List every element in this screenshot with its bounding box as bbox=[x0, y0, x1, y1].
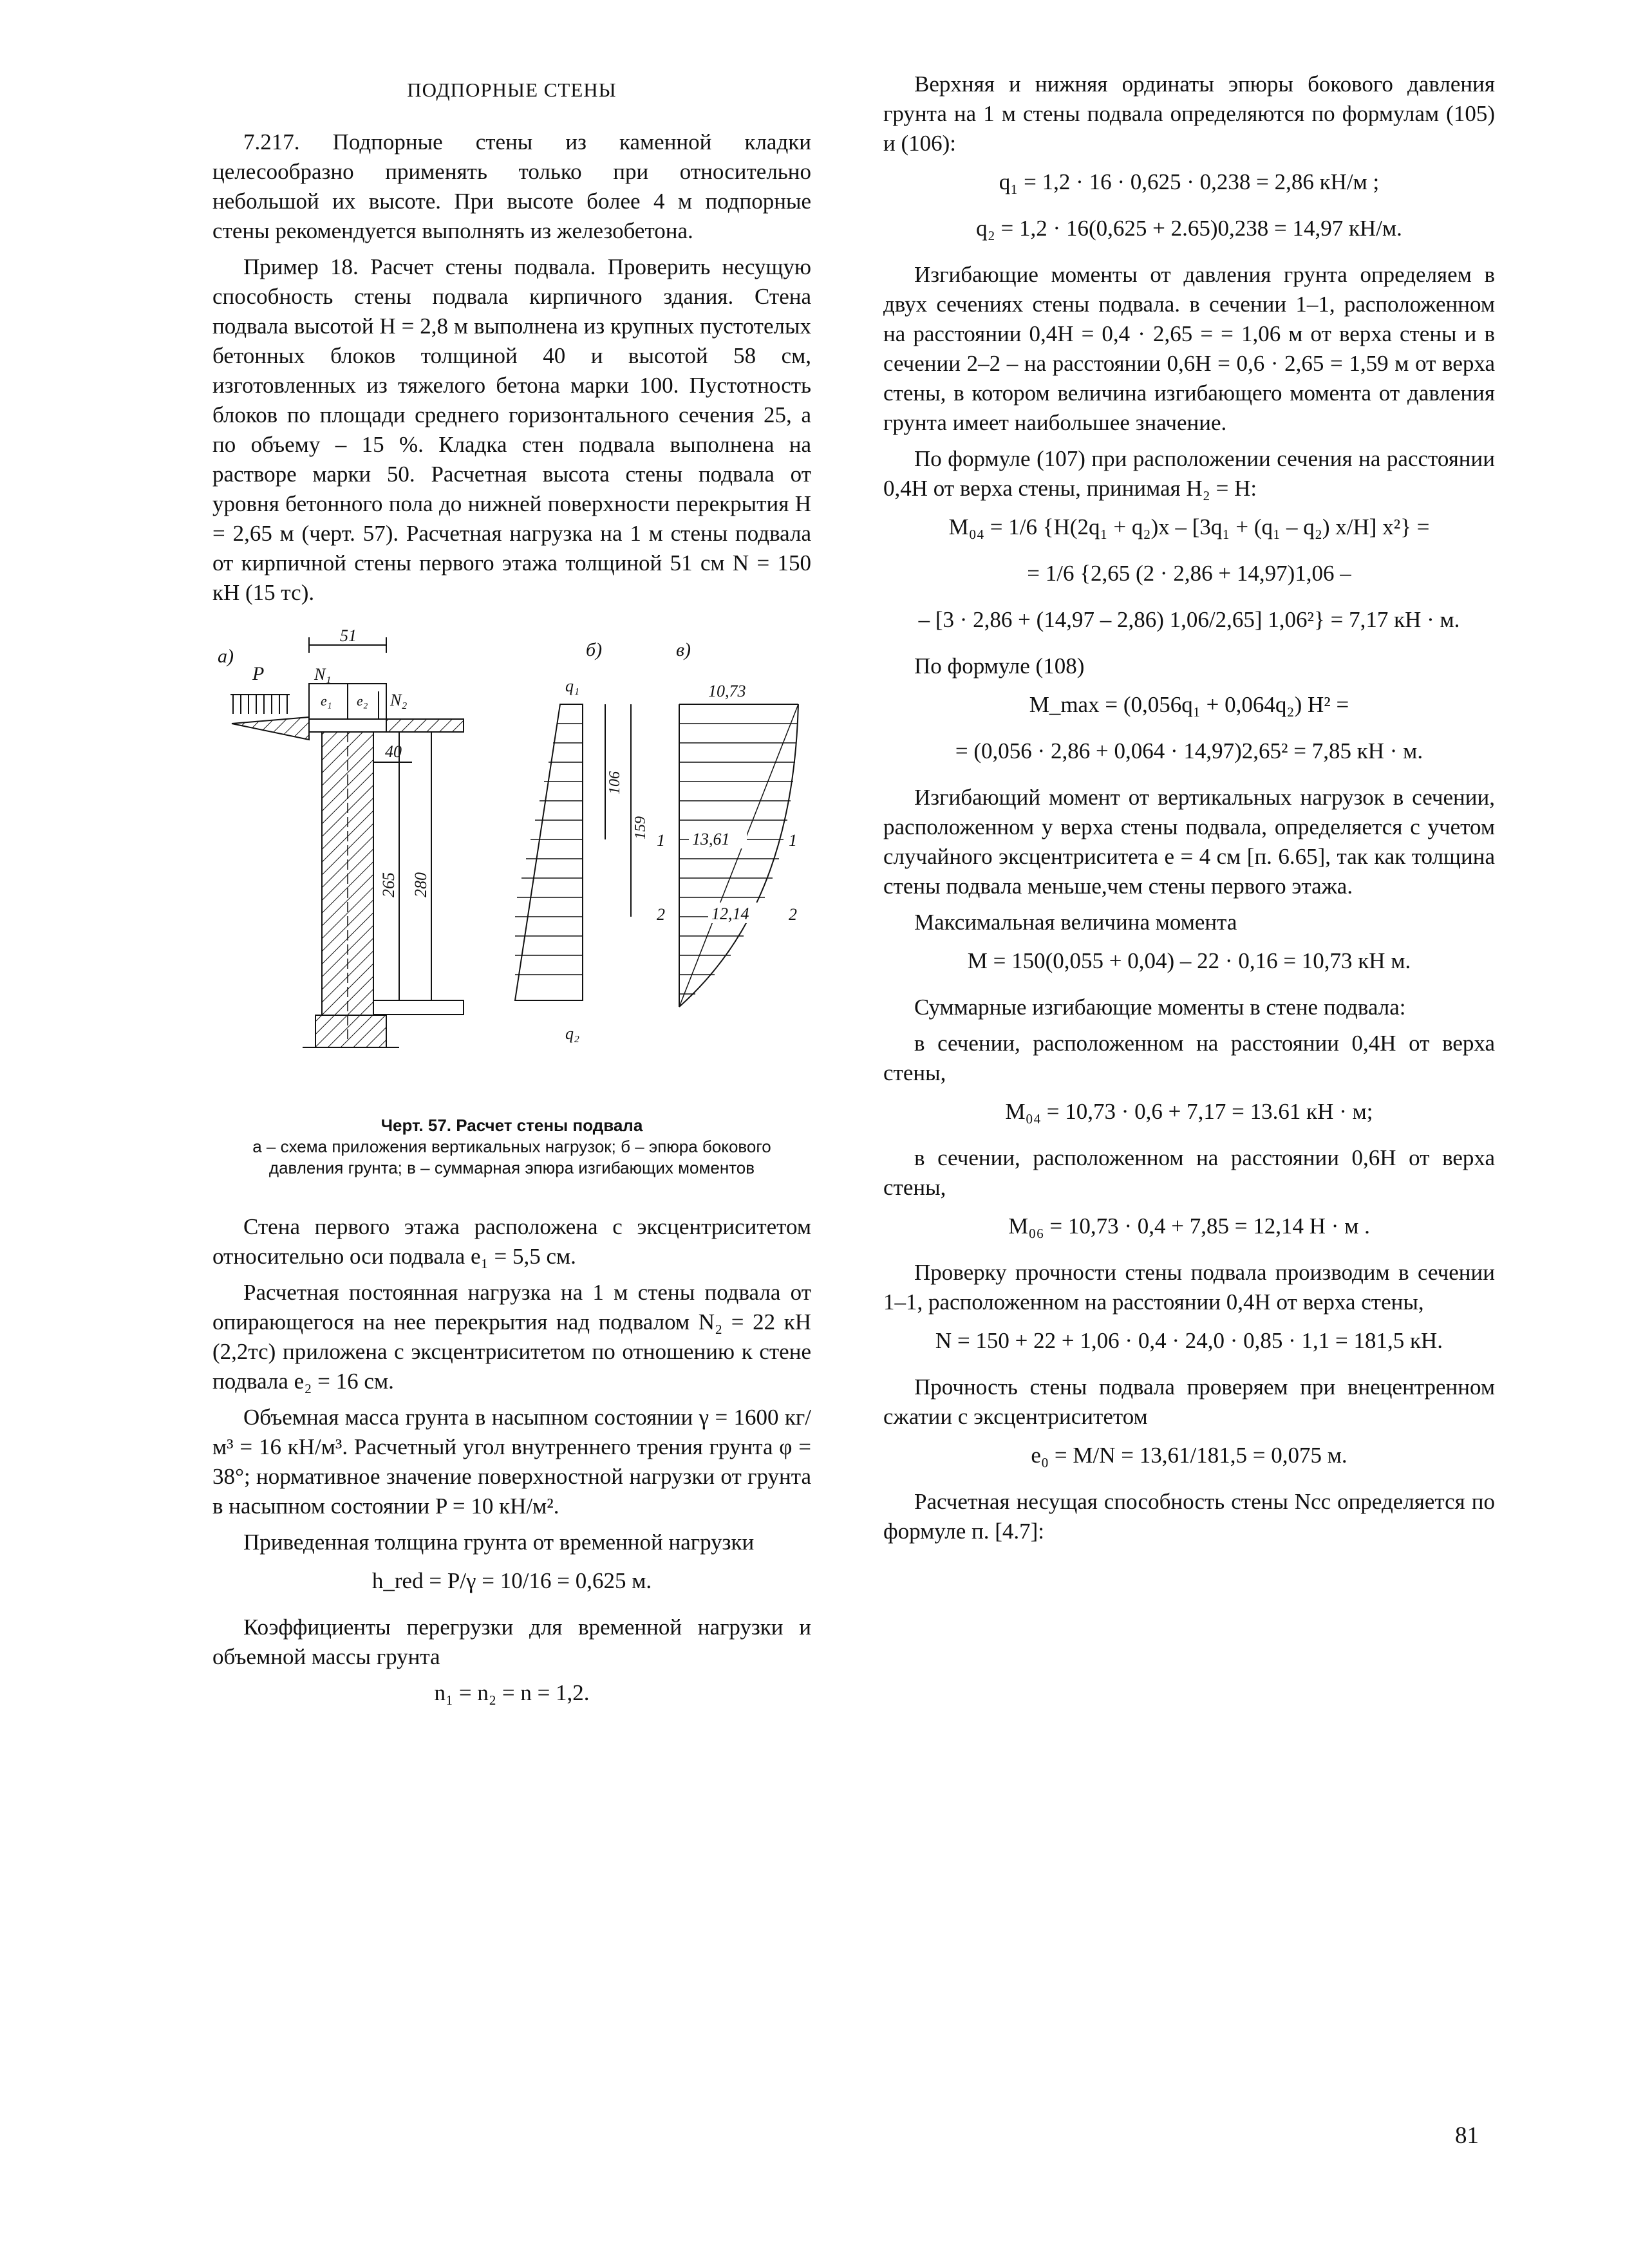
figure-57-drawing bbox=[212, 627, 811, 1103]
right-column bbox=[883, 70, 1495, 1553]
paragraph-ordinates: Верхняя и нижняя ординаты эпюры бокового давления грунта на 1 м стены подвала определяются по формулам (105) и (106): bbox=[883, 71, 1495, 156]
label-q2: q₂ bbox=[565, 1024, 580, 1043]
paragraph-section-06h: в сечении, расположенном на расстоянии 0,6H от верха стены, bbox=[883, 1145, 1495, 1200]
paragraph-soil-mass: Объемная масса грунта в насыпном состоянии γ = 1600 кг/м³ = 16 кН/м³. Расчетный угол внутреннего трения грунта φ = 38°; нормативное значение поверхностной нагрузки от грунта в насыпном состоянии P = 10 кН/м². bbox=[212, 1405, 811, 1519]
label-e1: e₁ bbox=[321, 693, 332, 709]
dim-280: 280 bbox=[411, 872, 430, 897]
paragraph-7217: 7.217. Подпорные стены из каменной кладки целесообразно применять только при относительно небольшой их высоте. При высоте более 4 м подпорные стены рекомендуется выполнять из железобетона. bbox=[212, 129, 811, 243]
formula-m06: M₀₆ = 10,73 · 0,4 + 7,85 = 12,14 Н · м . bbox=[1008, 1213, 1370, 1239]
paragraph-load-n2: Расчетная постоянная нагрузка на 1 м стены подвала от опирающегося на нее перекрытия над подвалом N₂ = 22 кН (2,2тс) приложена с эксцентриситетом по отношению к стене подвала e₂ = 16 см. bbox=[212, 1280, 811, 1394]
paragraph-formula-107: По формуле (107) при расположении сечения на расстоянии 0,4H от верха стены, принимая H₂ = H: bbox=[883, 446, 1495, 501]
paragraph-max-moment: Максимальная величина момента bbox=[914, 910, 1237, 935]
label-N2: N₂ bbox=[390, 691, 408, 709]
formula-m: M = 150(0,055 + 0,04) – 22 · 0,16 = 10,73 кН м. bbox=[967, 948, 1411, 973]
formula-mmax-line2: = (0,056 · 2,86 + 0,064 · 14,97)2,65² = 7,85 кН · м. bbox=[955, 738, 1423, 763]
dim-106: 106 bbox=[606, 771, 623, 794]
formula-mmax-line1: M_max = (0,056q₁ + 0,064q₂) H² = bbox=[1029, 692, 1349, 717]
figure-57 bbox=[212, 627, 811, 1103]
page-number: 81 bbox=[1455, 2122, 1479, 2149]
section-1-left: 1 bbox=[657, 831, 665, 850]
figure-caption-title: Черт. 57. Расчет стены подвала bbox=[380, 1116, 643, 1135]
formula-m04-line1: M₀₄ = 1/6 {H(2q₁ + q₂)x – [3q₁ + (q₁ – q₂) x/H] x²} = bbox=[948, 514, 1430, 539]
val-1214: 12,14 bbox=[711, 904, 749, 923]
section-2-right: 2 bbox=[789, 905, 797, 924]
paragraph-bearing-capacity: Расчетная несущая способность стены Ncc определяется по формуле п. [4.7]: bbox=[883, 1489, 1495, 1544]
paragraph-vertical-moment: Изгибающий момент от вертикальных нагрузок в сечении, расположенном у верха стены подвала, определяется с учетом случайного эксцентриситета e = 4 см [п. 6.65], так как толщина стены подвала меньше,чем стены первого этажа. bbox=[883, 785, 1495, 899]
paragraph-section-04h: в сечении, расположенном на расстоянии 0,4H от верха стены, bbox=[883, 1031, 1495, 1085]
val-1361: 13,61 bbox=[692, 830, 730, 848]
dim-265: 265 bbox=[379, 872, 398, 897]
formula-m04-line2: = 1/6 {2,65 (2 · 2,86 + 14,97)1,06 – bbox=[1027, 561, 1351, 586]
formula-N: N = 150 + 22 + 1,06 · 0,4 · 24,0 · 0,85 · 1,1 = 181,5 кН. bbox=[935, 1328, 1443, 1353]
paragraph-formula-108: По формуле (108) bbox=[914, 653, 1085, 679]
formula-m04-line3: – [3 · 2,86 + (14,97 – 2,86) 1,06/2,65] 1,06²} = 7,17 кН · м. bbox=[918, 607, 1460, 632]
formula-n: n₁ = n₂ = n = 1,2. bbox=[434, 1680, 590, 1705]
left-column bbox=[212, 70, 811, 1717]
label-b: б) bbox=[586, 639, 603, 660]
figure-caption-text: а – схема приложения вертикальных нагрузок; б – эпюра бокового давления грунта; в – суммарная эпюра изгибающих моментов bbox=[252, 1137, 771, 1177]
paragraph-eccentricity: Стена первого этажа расположена с эксцентриситетом относительно оси подвала e₁ = 5,5 см. bbox=[212, 1214, 811, 1269]
dim-40: 40 bbox=[385, 742, 402, 761]
figure-caption bbox=[225, 1115, 798, 1179]
label-a: а) bbox=[218, 646, 234, 667]
label-q1: q₁ bbox=[565, 677, 580, 695]
label-e2: e₂ bbox=[357, 693, 368, 709]
dim-51: 51 bbox=[340, 627, 357, 645]
val-1073: 10,73 bbox=[708, 682, 746, 700]
label-N1: N₁ bbox=[314, 665, 332, 684]
paragraph-eccentric-compression: Прочность стены подвала проверяем при внецентренном сжатии с эксцентриситетом bbox=[883, 1374, 1495, 1429]
paragraph-overload-coeff: Коэффициенты перегрузки для временной нагрузки и объемной массы грунта bbox=[212, 1615, 811, 1669]
formula-m04: M₀₄ = 10,73 · 0,6 + 7,17 = 13.61 кН · м; bbox=[1005, 1099, 1373, 1124]
section-title: ПОДПОРНЫЕ СТЕНЫ bbox=[407, 79, 617, 101]
section-2-left: 2 bbox=[657, 905, 665, 924]
dim-159: 159 bbox=[632, 816, 649, 839]
label-P: P bbox=[252, 663, 265, 684]
formula-q2: q₂ = 1,2 · 16(0,625 + 2.65)0,238 = 14,97 кН/м. bbox=[976, 216, 1402, 241]
formula-q1: q₁ = 1,2 · 16 · 0,625 · 0,238 = 2,86 кН/м ; bbox=[999, 169, 1380, 194]
paragraph-example-18: Пример 18. Расчет стены подвала. Проверить несущую способность стены подвала кирпичного здания. Стена подвала высотой H = 2,8 м выполнена из крупных пустотелых бетонных блоков толщиной 40 и высотой 58 см, изготовленных из тяжелого бетона марки 100. Пустотность блоков по площади среднего горизонтального сечения 25, а по объему – 15 %. Кладка стен подвала выполнена на растворе марки 50. Расчетная высота стены подвала от уровня бетонного пола до нижней поверхности перекрытия H = 2,65 м (черт. 57). Расчетная нагрузка на 1 м стены подвала от кирпичной стены первого этажа толщиной 51 см N = 150 кН (15 тс). bbox=[212, 254, 811, 605]
paragraph-bending-sections: Изгибающие моменты от давления грунта определяем в двух сечениях стены подвала. в сечении 1–1, расположенном на расстоянии 0,4H = 0,4 · 2,65 = = 1,06 м от верха стены и в сечении 2–2 – на расстоянии 0,6H = 0,6 · 2,65 = 1,59 м от верха стены, в котором величина изгибающего момента от давления грунта имеет наибольшее значение. bbox=[883, 262, 1495, 435]
section-1-right: 1 bbox=[789, 831, 797, 850]
formula-e0: e₀ = M/N = 13,61/181,5 = 0,075 м. bbox=[1031, 1443, 1347, 1468]
label-v: в) bbox=[676, 639, 691, 660]
paragraph-total-moments: Суммарные изгибающие моменты в стене подвала: bbox=[914, 995, 1406, 1020]
formula-hred: h_red = P/γ = 10/16 = 0,625 м. bbox=[371, 1568, 652, 1593]
paragraph-strength-check: Проверку прочности стены подвала производим в сечении 1–1, расположенном на расстоянии 0,4H от верха стены, bbox=[883, 1260, 1495, 1315]
paragraph-reduced-thickness: Приведенная толщина грунта от временной нагрузки bbox=[243, 1530, 755, 1555]
